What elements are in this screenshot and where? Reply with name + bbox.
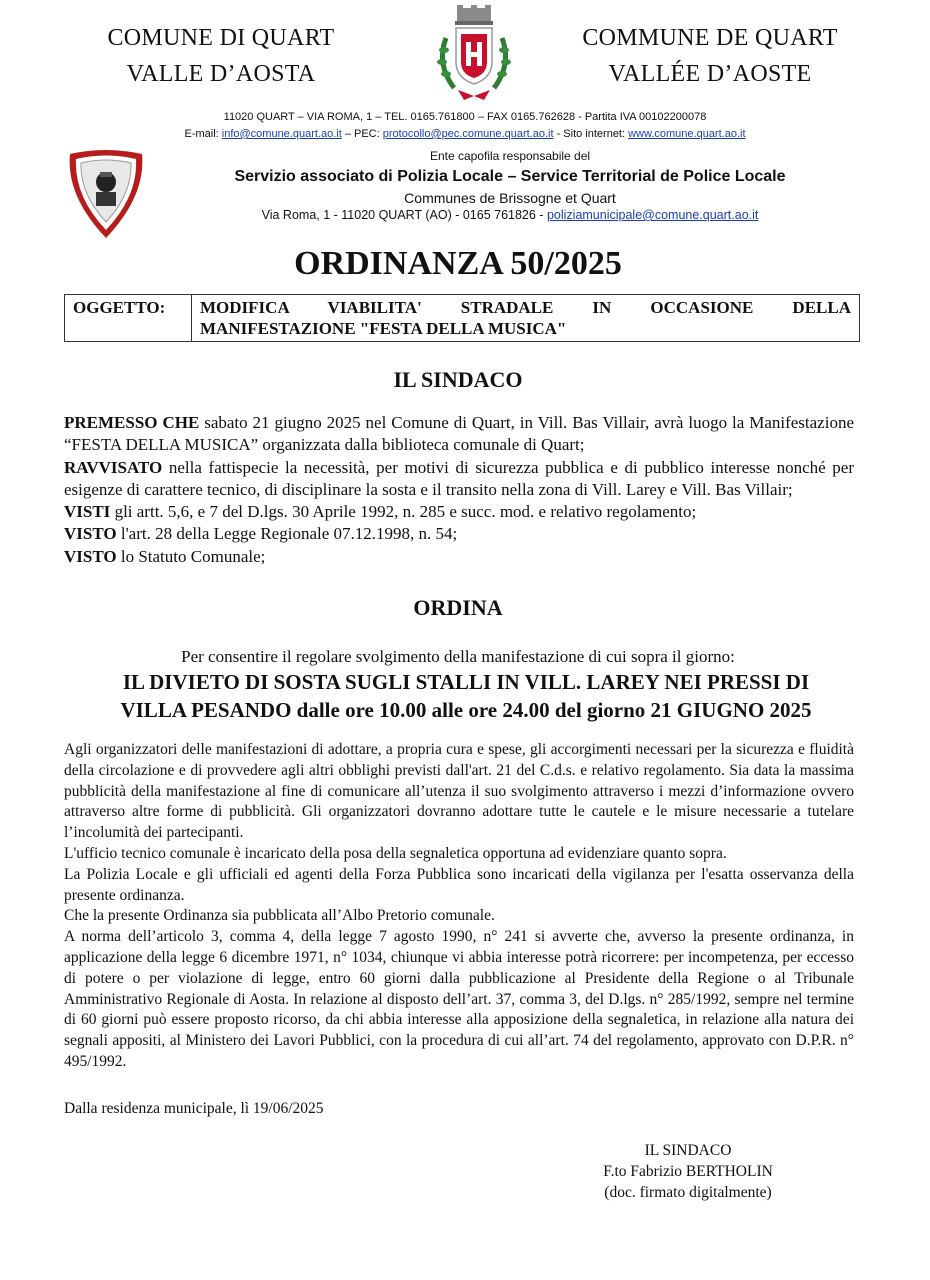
signature-note: (doc. firmato digitalmente) [604,1184,772,1201]
comune-name-it: COMUNE DI QUART [107,25,335,51]
police-address: Via Roma, 1 - 11020 QUART (AO) - 0165 761826 - [261,208,547,222]
visto-statuto-paragraph [64,546,854,568]
oggetto-box [64,294,860,342]
premesso-label: PREMESSO CHE [64,413,200,432]
body-para-albo: Che la presente Ordinanza sia pubblicata all’Albo Pretorio comunale. [64,907,495,925]
email-link[interactable]: info@comune.quart.ao.it [221,128,342,140]
ordina-heading: ORDINA [413,595,503,620]
ordinance-title: ORDINANZA 50/2025 [294,245,622,282]
oggetto-line2: MANIFESTAZIONE "FESTA DELLA MUSICA" [200,319,567,338]
communes-line: Communes de Brissogne et Quart [404,190,616,206]
divieto-line2: VILLA PESANDO dalle ore 10.00 alle ore 24.00 del giorno 21 GIUGNO 2025 [120,698,812,722]
oggetto-text [192,295,860,342]
ordinance-body [64,740,854,1073]
visto-legge-paragraph [64,523,854,545]
premesso-section [64,412,854,568]
divieto-line1: IL DIVIETO DI SOSTA SUGLI STALLI IN VILL. LAREY NEI PRESSI DI [122,670,810,694]
visto-statuto-label: VISTO [64,546,117,566]
servizio-title: Servizio associato di Polizia Locale – Service Territorial de Police Locale [234,168,786,185]
header-left [96,20,346,92]
visti-text: gli artt. 5,6, e 7 del D.lgs. 30 Aprile 1992, n. 285 e succ. mod. e relativo regolamento; [110,502,697,522]
ravvisato-paragraph [64,457,854,502]
visto-legge-text: l'art. 28 della Legge Regionale 07.12.1998, n. 54; [116,524,458,544]
comune-name-fr: COMMUNE DE QUART [582,25,838,51]
oggetto-label: OGGETTO: [65,295,192,342]
ravvisato-text: nella fattispecie la necessità, per motivi di sicurezza pubblica e di pubblico interesse nonché per esigenze di carattere tecnico, di disciplinare la sosta e il transito nella zona di Vill. Larey e Vill. Bas Villair; [64,457,854,499]
header-right [572,20,848,92]
police-email-link[interactable]: poliziamunicipale@comune.quart.ao.it [546,208,759,222]
body-para-polizia: La Polizia Locale e gli ufficiali ed agenti della Forza Pubblica sono incaricati della vigilanza per l'esatta osservanza della presente ordinanza. [64,865,854,904]
sindaco-heading: IL SINDACO [393,367,523,392]
region-name-fr: VALLÉE D’AOSTE [608,61,812,87]
pec-link[interactable]: protocollo@pec.comune.quart.ao.it [382,128,554,140]
visti-paragraph [64,501,854,523]
oggetto-line1: MODIFICA VIABILITA' STRADALE IN OCCASIONE DELLA [200,298,851,317]
contact-line [60,126,870,143]
visto-statuto-text: lo Statuto Comunale; [116,546,266,566]
premesso-text: sabato 21 giugno 2025 nel Comune di Quart, in Vill. Bas Villair, avrà luogo la Manifestazione “FESTA DELLA MUSICA” organizzata dalla biblioteca comunale di Quart; [64,413,854,455]
ente-capofila: Ente capofila responsabile del [429,149,591,163]
police-badge-icon [66,148,146,242]
pec-label: – PEC: [341,128,383,140]
divieto-text [40,668,892,724]
ravvisato-label: RAVVISATO [64,457,163,477]
municipal-crest-icon [432,4,516,104]
body-para-ricorso: A norma dell’articolo 3, comma 4, della legge 7 agosto 1990, n° 241 si avverte che, avverso la presente ordinanza, in applicazione della legge 6 dicembre 1971, n° 1034, chiunque vi abbia interesse potrà ricorrere: per incompetenza, per eccesso di potere o per violazione di legge, entro 60 giorni dalla pubblicazione al Presidente della Regione o al Tribunale Amministrativo Regionale di Aosta. In relazione al disposto dell’art. 37, comma 3, del D.lgs. n° 285/1992, sempre nel termine di 60 giorni può essere proposto ricorso, da chi abbia interesse alla apposizione della segnaletica, in relazione alla natura dei segnali appositi, al Ministero dei Lavori Pubblici, con la procedura di cui all’art. 74 del regolamento, approvato con D.P.R. n° 495/1992. [64,928,854,1070]
date-line: Dalla residenza municipale, lì 19/06/2025 [64,1100,324,1117]
police-contact-line [150,206,870,224]
signature-role: IL SINDACO [644,1142,732,1159]
region-name-it: VALLE D’AOSTA [126,61,316,87]
signature-block [570,1140,806,1203]
address-line: 11020 QUART – VIA ROMA, 1 – TEL. 0165.761800 – FAX 0165.762628 - Partita IVA 00102200078 [223,111,707,123]
website-link[interactable]: www.comune.quart.ao.it [628,128,746,140]
premesso-paragraph [64,412,854,457]
signature-name: F.to Fabrizio BERTHOLIN [603,1163,773,1180]
body-para-ufficio-tecnico: L'ufficio tecnico comunale è incaricato della posa della segnaletica opportuna ad evidenziare quanto sopra. [64,844,727,862]
email-label: E-mail: [184,128,222,140]
visti-label: VISTI [64,502,111,522]
visto-legge-label: VISTO [64,524,117,544]
body-para-organizzatori: Agli organizzatori delle manifestazioni di adottare, a propria cura e spese, gli accorgimenti necessari per la sicurezza e fluidità della circolazione e di provvedere agli altri obblighi previsti dall'art. 21 del C.d.s. e relativo regolamento. Sia data la massima pubblicità della manifestazione al fine di comunicare all’utenza il suo svolgimento attraverso i mezzi d’informazione ovvero attraverso altre forme di pubblicità. Gli organizzatori dovranno adottare tutte le cautele e le misure necessarie a tutelare l’incolumità dei partecipanti. [64,741,854,842]
ordina-intro: Per consentire il regolare svolgimento della manifestazione di cui sopra il giorno: [181,647,735,666]
site-label: - Sito internet: [553,128,629,140]
